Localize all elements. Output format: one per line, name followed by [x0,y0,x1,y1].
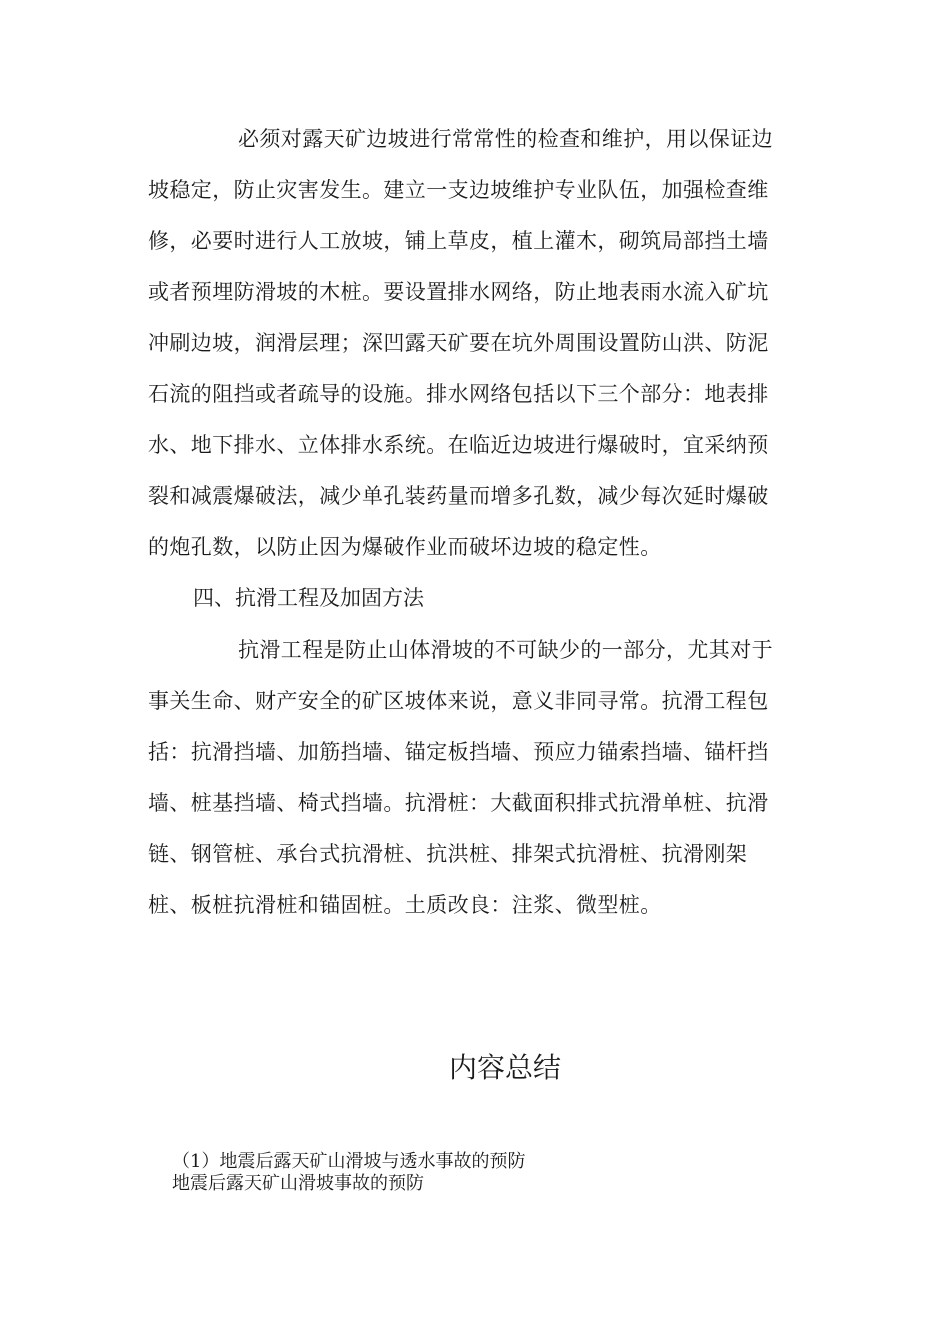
text-line: 的炮孔数，以防止因为爆破作业而破坏边坡的稳定性。 [148,535,662,559]
section-heading: 四、抗滑工程及加固方法 [193,586,424,610]
summary-item: （1）地震后露天矿山滑坡与透水事故的预防 [172,1151,526,1172]
text-line: 墙、桩基挡墙、椅式挡墙。抗滑桩：大截面积排式抗滑单桩、抗滑 [148,791,769,815]
text-line: 必须对露天矿边坡进行常常性的检查和维护，用以保证边 [238,127,773,151]
text-line: 石流的阻挡或者疏导的设施。排水网络包括以下三个部分：地表排 [148,382,769,406]
summary-title: 内容总结 [448,1051,561,1084]
text-line: 括：抗滑挡墙、加筋挡墙、锚定板挡墙、预应力锚索挡墙、锚杆挡 [148,740,769,764]
text-line: 链、钢管桩、承台式抗滑桩、抗洪桩、排架式抗滑桩、抗滑刚架 [148,842,748,866]
text-line: 水、地下排水、立体排水系统。在临近边坡进行爆破时，宜采纳预 [148,433,769,457]
text-line: 裂和减震爆破法，减少单孔装药量而增多孔数，减少每次延时爆破 [148,484,769,508]
text-line: 修，必要时进行人工放坡，铺上草皮，植上灌木，砌筑局部挡土墙 [148,229,769,253]
text-line: 桩、板桩抗滑桩和锚固桩。土质改良：注浆、微型桩。 [148,893,662,917]
text-line: 或者预埋防滑坡的木桩。要设置排水网络，防止地表雨水流入矿坑 [148,280,769,304]
text-line: 抗滑工程是防止山体滑坡的不可缺少的一部分，尤其对于 [238,638,773,662]
summary-item: 地震后露天矿山滑坡事故的预防 [172,1173,424,1194]
text-line: 冲刷边坡，润滑层理；深凹露天矿要在坑外周围设置防山洪、防泥 [148,331,769,355]
text-line: 事关生命、财产安全的矿区坡体来说，意义非同寻常。抗滑工程包 [148,689,769,713]
text-line: 坡稳定，防止灾害发生。建立一支边坡维护专业队伍，加强检查维 [148,178,769,202]
